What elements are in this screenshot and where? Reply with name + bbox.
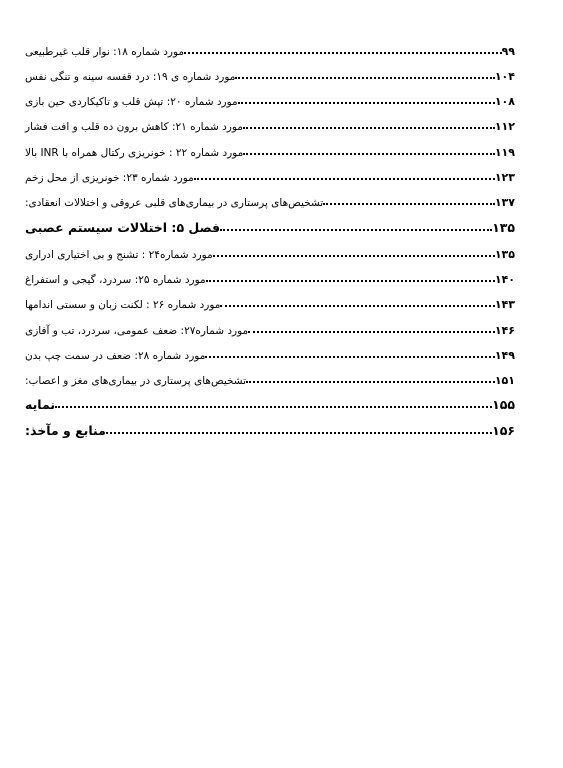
toc-entry-title: مورد شماره ی ۱۹: درد قفسه سینه و تنگی نفس [25,71,236,83]
dot-leader [248,330,495,333]
toc-entry-title: مورد شماره ۲۰: تپش قلب و تاکیکاردی حین بازی [25,96,238,108]
dot-leader [106,431,492,434]
toc-entry-page-number: ۱۴۶ [494,324,515,337]
toc-entry-title: مورد شماره ۲۳: خونریزی از محل زخم [25,172,194,184]
toc-entry-page-number: ۱۴۹ [494,349,515,362]
toc-entry-title: مورد شماره۲۷: ضعف عمومی، سردرد، تب و آفازی [25,325,249,337]
toc-entry [22,189,517,209]
toc-entry-page-number: ۱۵۶ [492,423,515,438]
dot-leader [246,380,495,383]
toc-entry-page-number: ۱۴۳ [494,298,515,311]
toc-entry [22,215,517,235]
toc-entry-title: نمایه [25,397,56,412]
toc-entry [22,266,517,286]
toc-entry [22,392,517,412]
toc-entry-title: منابع و مآخذ: [25,423,106,438]
toc-entry-title: مورد شماره ۲۱: کاهش برون ده قلب و افت فشار [25,121,243,133]
dot-leader [235,76,494,79]
toc-entry-page-number: ۱۵۵ [492,397,515,412]
toc-entry [22,418,517,438]
toc-entry-page-number: ۱۱۲ [494,120,515,133]
toc-entry-page-number: ۱۳۵ [492,220,515,235]
toc-entry-title: مورد شماره۲۴ : تشنج و بی اختیاری ادراری [25,249,213,261]
toc-entry-page-number: ۱۰۴ [494,70,515,83]
toc-entry-page-number: ۱۴۰ [494,273,515,286]
toc-entry-page-number: ۱۲۳ [494,171,515,184]
toc-entry-title: تشخیص‌های پرستاری در بیماری‌های قلبی عروقی و اختلالات انعقادی: [25,197,324,209]
dot-leader [323,202,495,205]
dot-leader [194,177,495,180]
dot-leader [206,279,495,282]
toc-entry [22,113,517,133]
toc-entry [22,367,517,387]
toc-entry-page-number: ۱۰۸ [494,95,515,108]
dot-leader [243,152,495,155]
dot-leader [205,355,495,358]
toc-entry [22,291,517,311]
toc-entry-page-number: ۱۱۹ [494,146,515,159]
toc-entry-title: فصل ۵: اختلالات سیستم عصبی [25,220,221,235]
toc-entry [22,342,517,362]
toc-entry [22,38,517,58]
toc-entry-page-number: ۱۳۷ [494,196,515,209]
toc-entry-title: تشخیص‌های پرستاری در بیماری‌های مغز و اعصاب: [25,375,247,387]
toc-entry [22,139,517,159]
toc-entry [22,164,517,184]
toc-entry [22,241,517,261]
dot-leader [184,51,502,54]
toc-entry-title: مورد شماره ۲۸: ضعف در سمت چپ بدن [25,350,206,362]
dot-leader [55,405,492,408]
toc-entry-title: مورد شماره ۱۸: نوار قلب غیرطبیعی [25,46,185,58]
dot-leader [238,101,495,104]
dot-leader [220,228,492,231]
toc-entry-page-number: ۱۳۵ [494,248,515,261]
dot-leader [243,126,495,129]
dot-leader [220,304,494,307]
toc-entry [22,88,517,108]
toc-entry-title: مورد شماره ۲۶ : لکنت زبان و سستی اندامها [25,299,221,311]
toc-entry-page-number: ۹۹ [501,45,515,58]
toc-entry-title: مورد شماره ۲۲ : خونریزی رکتال همراه با INR بالا [25,147,244,159]
toc-entry-page-number: ۱۵۱ [494,374,515,387]
dot-leader [213,254,495,257]
toc-entry-title: مورد شماره ۲۵: سردرد، گیجی و استفراغ [25,274,206,286]
toc-entry [22,63,517,83]
toc-entry [22,317,517,337]
